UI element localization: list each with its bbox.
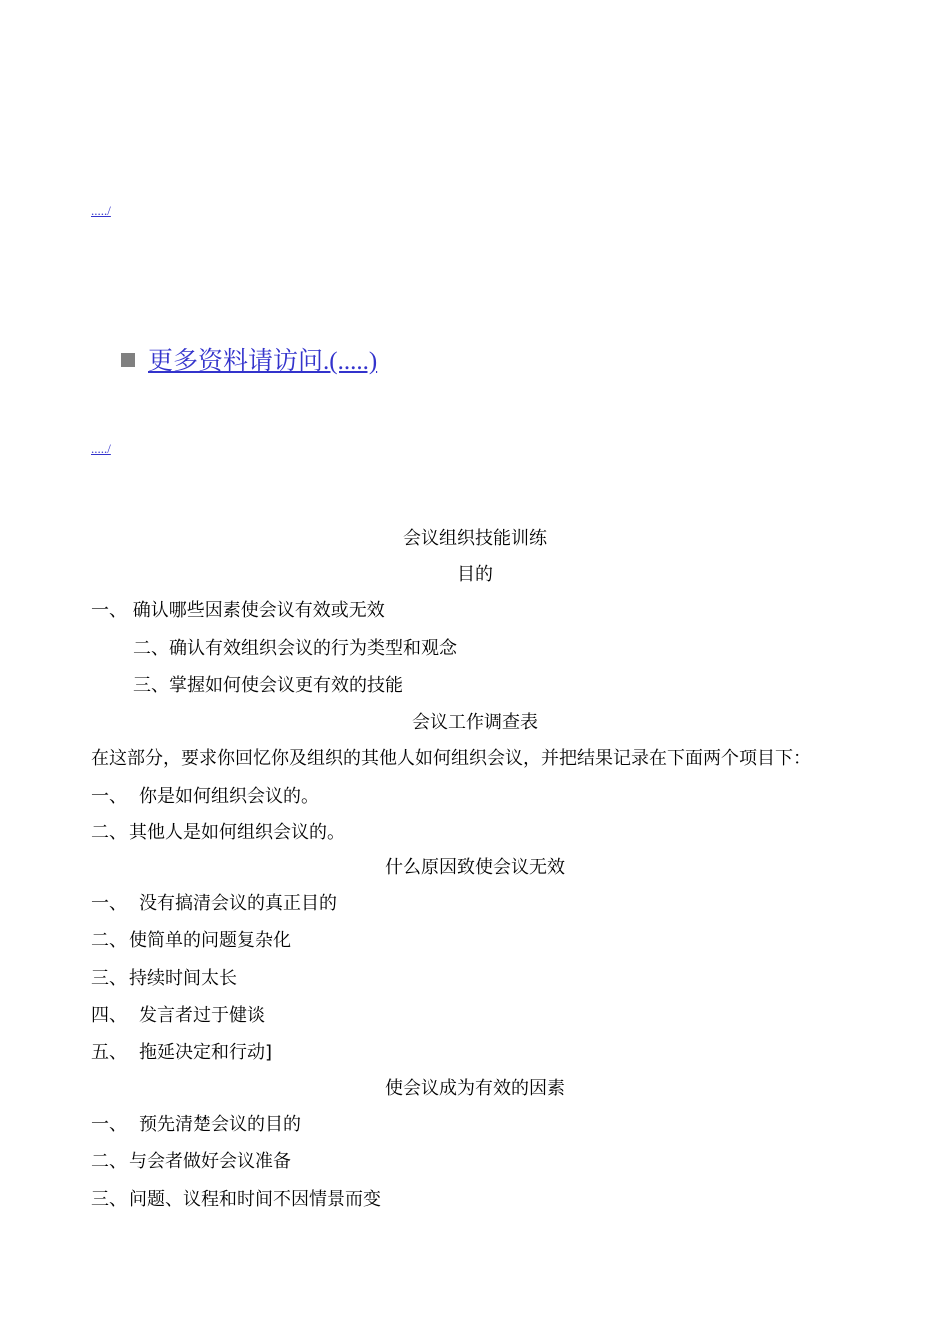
effective-item-3 — [91, 1187, 381, 1213]
top-link-1[interactable]: ...../ — [91, 203, 111, 218]
list-text: 其他人是如何组织会议的。 — [129, 822, 345, 843]
purpose-item-1: 一、 确认哪些因素使会议有效或无效 — [91, 600, 385, 621]
effective-item-1 — [91, 1112, 301, 1138]
more-info-line — [121, 344, 377, 380]
ineffective-item-5 — [91, 1040, 272, 1066]
list-text: 预先清楚会议的目的 — [139, 1114, 301, 1135]
ineffective-item-3 — [91, 966, 237, 992]
more-info-link[interactable]: 更多资料请访问.(.....) — [148, 348, 378, 375]
list-text: 与会者做好会议准备 — [129, 1151, 291, 1172]
list-number: 二、 — [91, 1151, 127, 1172]
survey-heading: 会议工作调查表 — [412, 712, 538, 733]
list-number: 四、 — [91, 1005, 127, 1026]
list-number: 一、 — [91, 893, 127, 914]
list-text: 问题、议程和时间不因情景而变 — [129, 1189, 381, 1210]
list-text: 发言者过于健谈 — [139, 1005, 265, 1026]
list-number: 五、 — [91, 1042, 127, 1063]
square-bullet-icon — [121, 353, 135, 367]
survey-item-1 — [91, 784, 319, 810]
list-text: 你是如何组织会议的。 — [139, 786, 319, 807]
list-number: 二、 — [91, 930, 127, 951]
list-number: 二、 — [91, 822, 127, 843]
ineffective-heading: 什么原因致使会议无效 — [385, 857, 565, 878]
effective-heading: 使会议成为有效的因素 — [385, 1078, 565, 1099]
survey-intro: 在这部分，要求你回忆你及组织的其他人如何组织会议，并把结果记录在下面两个项目下： — [91, 748, 811, 769]
ineffective-item-2 — [91, 928, 291, 954]
list-text: 没有搞清会议的真正目的 — [139, 893, 337, 914]
purpose-item-3: 三、掌握如何使会议更有效的技能 — [133, 675, 403, 696]
list-number: 一、 — [91, 1114, 127, 1135]
list-text: 拖延决定和行动] — [139, 1042, 273, 1063]
purpose-heading: 目的 — [457, 564, 493, 585]
list-text: 使简单的问题复杂化 — [129, 930, 291, 951]
ineffective-item-4 — [91, 1003, 265, 1029]
document-title: 会议组织技能训练 — [403, 528, 547, 549]
survey-item-2 — [91, 820, 345, 846]
list-number: 一、 — [91, 786, 127, 807]
list-number: 三、 — [91, 1189, 127, 1210]
list-text: 持续时间太长 — [129, 968, 237, 989]
effective-item-2 — [91, 1149, 291, 1175]
purpose-item-2: 二、确认有效组织会议的行为类型和观念 — [133, 638, 457, 659]
top-link-2[interactable]: ...../ — [91, 441, 111, 456]
ineffective-item-1 — [91, 891, 337, 917]
list-number: 三、 — [91, 968, 127, 989]
